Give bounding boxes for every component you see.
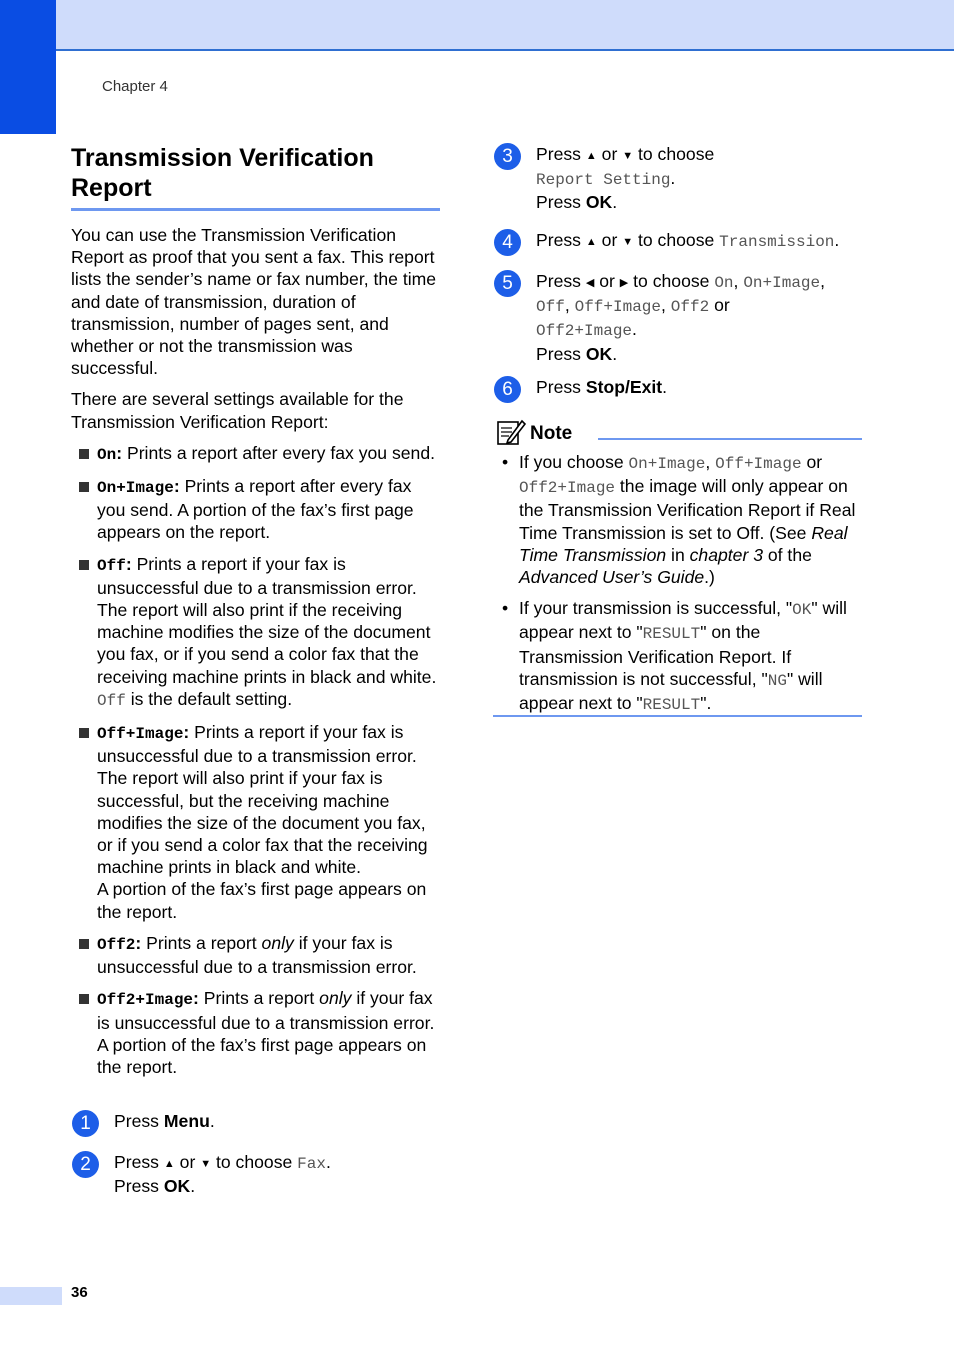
up-arrow-icon: ▲ [585,150,597,162]
emphasis: only [261,932,294,953]
step-number-badge: 6 [494,376,521,403]
step-text: to choose [215,1152,293,1172]
step-text: Press [114,1152,159,1172]
menu-value: Off2+Image [519,479,616,498]
note-text: .) [704,567,715,588]
emphasis: Real Time Transmission [519,522,848,565]
step-number-badge: 2 [72,1151,99,1178]
option-text: if your fax is unsuccessful due to a transmission error. A portion of the fax’s first page appears on the report. [97,988,435,1077]
list-item: • If you choose On+Image, Off+Image or Off2+Image the image will only appear on the Transmission Verification Report if Real Time Transmission is set to Off. (See Real Time Transmission in chapter 3 of the Advanced User’s Guide.) [500,451,862,588]
menu-value: Transmission [719,233,835,251]
punct: . [190,1176,196,1197]
punct: . [662,377,668,397]
menu-value: Fax [297,1155,326,1173]
chapter-label: Chapter 4 [102,78,168,95]
key-ok: OK [585,343,613,364]
option-text: Prints a report after every fax you send. A portion of the fax’s first page appears on the report. [97,476,414,543]
page-number: 36 [71,1284,88,1301]
step-2 [72,1151,442,1197]
option-code: Off2 [97,935,136,954]
list-item: Off2+Image: Prints a report only if your fax is unsuccessful due to a transmission error. A portion of the fax’s first page appears on the report. [71,987,443,1078]
up-arrow-icon: ▲ [585,236,597,248]
option-text: Prints a report if your fax is unsuccessful due to a transmission error. The report will also print if the receiving machine modifies the size of the document you fax, or if you send a color fax that the receiving machine prints in black and white. [97,553,437,687]
list-item: Off2: Prints a report only if your fax is unsuccessful due to a transmission error. [71,932,443,978]
note-header [496,418,862,446]
note-text: the image will only appear on the Transmission Verification Report if Real Time Transmission is set to Off. (See [519,476,856,543]
step-3 [494,143,864,214]
option-code: Off2+Image [97,991,194,1010]
emphasis: chapter 3 [689,544,763,565]
menu-value: OK [792,601,812,620]
step-text: or [601,230,618,250]
note-text: If you choose [519,452,624,472]
key-ok: OK [585,192,613,213]
list-item: On+Image: Prints a report after every fax you send. A portion of the fax’s first page appears on the report. [71,475,443,544]
menu-value: On+Image [743,274,821,292]
step-text: Press [536,377,581,397]
option-extra: A portion of the fax’s first page appears on the report. [97,879,427,922]
step-text: Press [536,271,581,291]
right-arrow-icon: ▶ [619,277,629,289]
punct: . [209,1111,215,1131]
down-arrow-icon: ▼ [200,1158,212,1170]
step-4 [494,229,864,253]
footer-band [0,1287,62,1305]
step-text: Press [114,1111,159,1131]
emphasis: only [319,988,352,1009]
note-text: " will appear next to " [519,668,823,714]
menu-value: Off2 [670,298,710,317]
punct: . [325,1152,331,1172]
step-text: Press [536,192,581,213]
default-code: Off [97,691,126,710]
option-code: Off [97,556,126,575]
list-item: Off: Prints a report if your fax is unsuccessful due to a transmission error. The report will also print if the receiving machine modifies the size of the document you fax, or if you send a color fax that the receiving machine prints in black and white. Off is the default setting. [71,553,443,712]
step-text: or [601,144,618,164]
down-arrow-icon: ▼ [622,150,634,162]
title-underline [71,208,440,211]
settings-list [71,442,443,1078]
intro-paragraph: There are several settings available for the Transmission Verification Report: [71,389,404,432]
menu-value: On [714,274,734,292]
note-text: If your transmission is successful, " [519,598,793,619]
step-text: Press [536,144,581,164]
left-arrow-icon: ◀ [585,277,595,289]
menu-value: RESULT [642,696,701,715]
step-text: or [714,295,730,316]
note-text: or [806,452,823,472]
key-menu: Menu [163,1111,210,1131]
header-band [0,0,954,51]
menu-value: Off+Image [574,298,662,317]
list-item: On: Prints a report after every fax you send. [71,442,443,466]
option-code: Off+Image [97,725,184,744]
step-number-badge: 5 [494,270,521,297]
note-text: of the [767,544,812,565]
step-text: to choose [637,144,715,164]
note-text: " on the Transmission Verification Report. If transmission is not successful, " [519,622,792,689]
option-text: Prints a report [203,988,315,1009]
note-text: in [671,544,685,565]
step-text: Press [536,343,581,364]
note-rule [493,715,862,717]
down-arrow-icon: ▼ [622,236,634,248]
note-body [500,451,862,725]
punct: . [632,319,637,340]
intro-paragraph: You can use the Transmission Verification Report as proof that you sent a fax. This report lists the sender’s name or fax number, the time and date of transmission, duration of transmission, number of pages sent, and whether or not the transmission was successful. [71,225,437,379]
menu-value: RESULT [642,625,701,644]
note-label: Note [530,423,573,444]
key-ok: OK [163,1176,191,1197]
step-number-badge: 1 [72,1110,99,1137]
option-code: On [97,445,117,464]
option-text: Prints a report [146,932,257,953]
note-pencil-icon [496,418,526,446]
step-number-badge: 3 [494,143,521,170]
step-number-badge: 4 [494,229,521,256]
emphasis: Advanced User’s Guide [519,567,705,588]
step-text: Press [114,1176,159,1197]
menu-value: Off [536,298,565,317]
option-text: Prints a report after every fax you send. [126,442,435,463]
menu-value: On+Image [628,455,706,473]
left-column [71,224,443,1087]
step-6 [494,376,864,398]
menu-value: Off2+Image [536,322,633,341]
step-text: to choose [633,271,710,291]
note-rule [598,438,862,440]
step-text: to choose [637,230,715,250]
option-code: On+Image [97,479,174,498]
chapter-tab [0,0,56,134]
list-item: Off+Image: Prints a report if your fax is unsuccessful due to a transmission error. The report will also print if your fax is successful, but the receiving machine modifies the size of the document you fax, or if you send a color fax that the receiving machine prints in black and white. A portion of the fax’s first page appears on the report. [71,721,443,923]
step-1 [72,1110,442,1132]
default-text: is the default setting. [130,688,293,709]
menu-value: Off+Image [715,455,802,473]
up-arrow-icon: ▲ [163,1158,175,1170]
step-text: Press [536,230,581,250]
note-text: ". [700,693,712,714]
key-stop-exit: Stop/Exit [585,377,663,397]
punct: . [834,230,840,250]
step-text: or [179,1152,196,1172]
punct: . [612,192,618,213]
option-text: if your fax is unsuccessful due to a transmission error. [97,932,417,978]
list-item [500,597,862,716]
note-text: " will appear next to " [519,598,847,643]
step-5: 5 Press ◀ or ▶ to choose On, On+Image, Off, Off+Image, Off2 or Off2+Image. Press OK. [494,270,864,365]
section-title: Transmission Verification Report [71,144,374,202]
punct: . [612,343,618,364]
option-text: Prints a report if your fax is unsuccessful due to a transmission error. The report will also print if your fax is successful, but the receiving machine modifies the size of the document you fax, or if you send a color fax that the receiving machine prints in black and white. [97,722,428,878]
menu-value: NG [767,671,787,690]
step-text: or [599,271,615,291]
punct: . [670,168,676,189]
menu-value: Report Setting [536,171,671,190]
